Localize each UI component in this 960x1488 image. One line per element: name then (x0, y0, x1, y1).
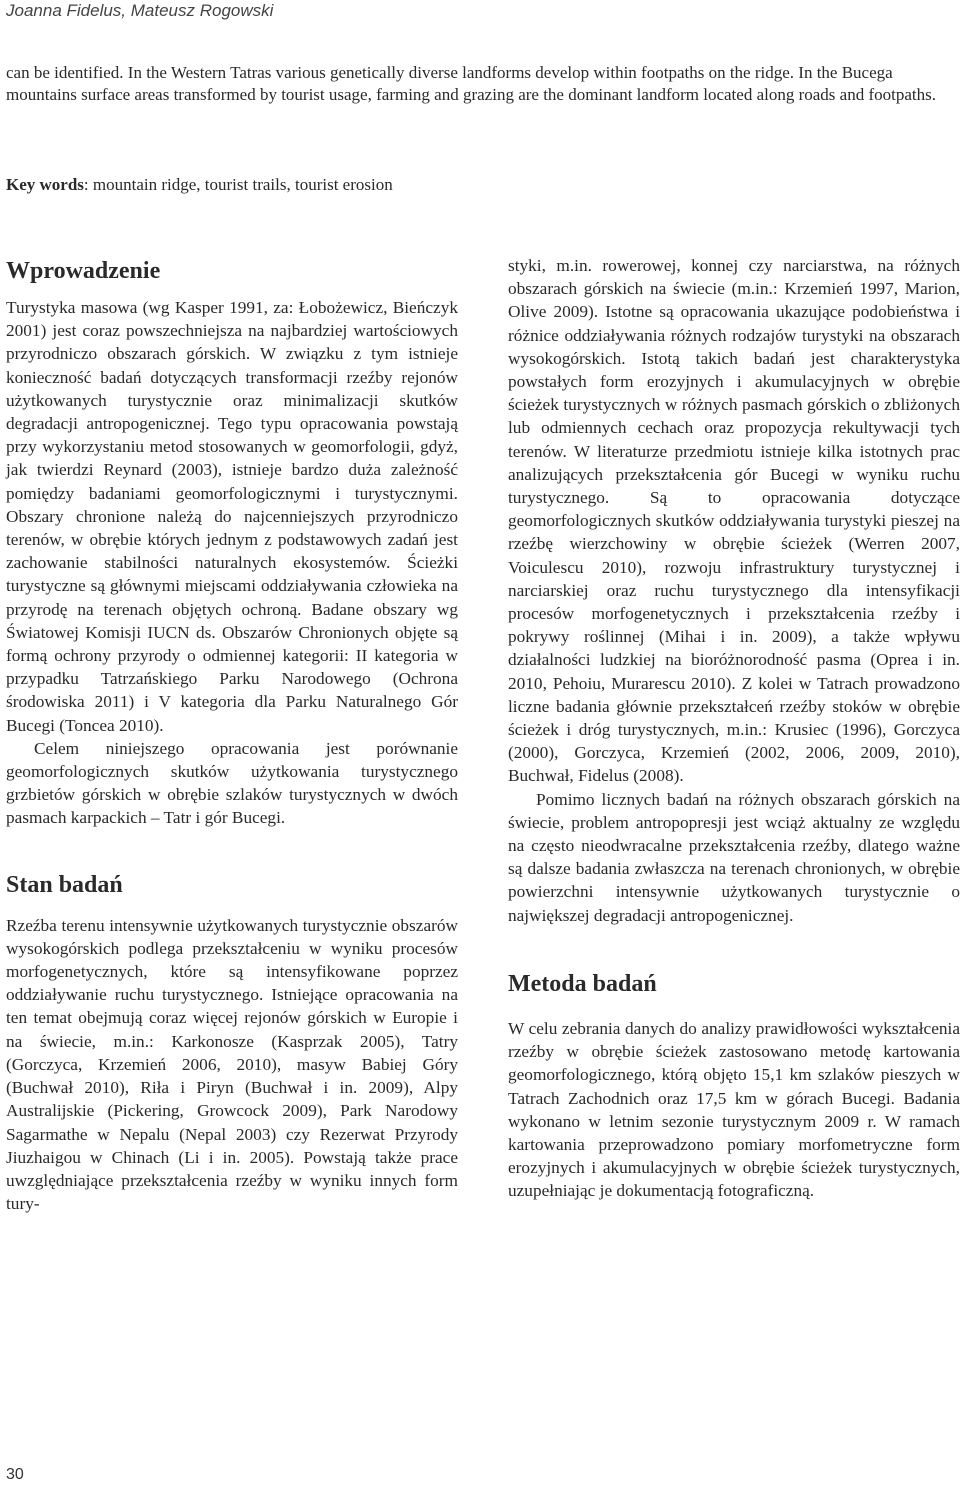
keywords-label: Key words (6, 175, 84, 194)
intro-paragraph-2: Celem niniejszego opracowania jest porównanie geomorfologicznych skutków użytkowania turystycznego grzbietów górskich w obrębie szlaków turystycznych w dwóch pasmach karpackich – Tatr i gór Bucegi. (6, 738, 458, 828)
heading-stan-badan: Stan badań (6, 871, 123, 898)
left-column (6, 254, 458, 1215)
state-paragraph-1-part-a: Rzeźba terenu intensywnie użytkowanych turystycznie obszarów wysokogórskich podlega przekształceniu w wyniku procesów morfogenetycznych, które są intensyfikowane poprzez oddziaływanie ruchu turystycznego. Istniejące opracowania na ten temat obejmują coraz więcej rejonów górskich w Europie i na świecie, m.in.: Karkonosze (Kasprzak 2005), Tatry (Gorczyca, Krzemień 2006, 2010), masyw Babiej Góry (Buchwał 2010), Riła i Piryn (Buchwał i in. 2009), Alpy Australijskie (Pickering, Growcock 2009), Park Narodowy Sagarmathe w Nepalu (Nepal 2003) czy Rezerwat Przyrody Jiuzhaigou w Chinach (Li i in. 2005). Powstają także prace uwzględniające przekształcenia rzeźby w wyniku innych form tury- (6, 915, 458, 1214)
intro-paragraph-1: Turystyka masowa (wg Kasper 1991, za: Łobożewicz, Bieńczyk 2001) jest coraz powszechniejsza na najbardziej wartościowych przyrodniczo obszarach górskich. W związku z tym istnieje konieczność badań dotyczących transformacji rzeźby rejonów użytkowanych turystycznie oraz minimalizacji skutków degradacji antropogenicznej. Tego typu opracowania powstają przy wykorzystaniu metod stosowanych w geomorfologii, gdyż, jak twierdzi Reynard (2003), istnieje bardzo duża zależność pomiędzy badaniami geomorfologicznymi i turystycznymi. Obszary chronione należą do najcenniejszych przyrodniczo terenów, w obrębie których jednym z podstawowych zadań jest zachowanie stabilności naturalnych ekosystemów. Ścieżki turystyczne są głównymi miejscami oddziaływania człowieka na przyrodę na terenach objętych ochroną. Badane obszary wg Światowej Komisji IUCN ds. Obszarów Chronionych objęte są formą ochrony przyrody o odmiennej kategorii: II kategoria w przypadku Tatrzańskiego Parku Narodowego (Ochrona środowiska 2011) i V kategoria dla Parku Naturalnego Gór Bucegi (Toncea 2010). (6, 298, 458, 735)
running-head-authors: Joanna Fidelus, Mateusz Rogowski (6, 1, 274, 20)
right-column (508, 254, 960, 1203)
page-number: 30 (6, 1466, 24, 1483)
heading-wprowadzenie: Wprowadzenie (6, 258, 161, 284)
keywords-text: : mountain ridge, tourist trails, tourist erosion (83, 175, 393, 194)
state-paragraph-1-part-b: styki, m.in. rowerowej, konnej czy narciarstwa, na różnych obszarach górskich na świecie (m.in.: Krzemień 1997, Marion, Olive 2009). Istotne są opracowania ukazujące podobieństwa i różnice oddziaływania różnych rodzajów turystyki na obszarach wysokogórskich. Istotą takich badań jest charakterystyka powstałych form erozyjnych i akumulacyjnych w obrębie ścieżek turystycznych w różnych pasmach górskich o zbliżonych lub odmiennych cechach oraz propozycja rekultywacji tych terenów. W literaturze przedmiotu istnieje kilka istotnych prac analizujących przekształcenia gór Bucegi w wyniku ruchu turystycznego. Są to opracowania dotyczące geomorfologicznych skutków oddziaływania turystyki pieszej na rzeźbę wierzchowiny w obrębie ścieżek (Werren 2007, Voiculescu 2010), rozwoju infrastruktury turystycznej i narciarskiej oraz ruchu turystycznego dla intensyfikacji procesów morfogenetycznych i przekształcenia rzeźby i pokrywy roślinnej (Mihai i in. 2009), a także wpływu działalności ludzkiej na bioróżnorodność pasma (Oprea i in. 2010, Pehoiu, Murarescu 2010). Z kolei w Tatrach prowadzono liczne badania głównie przekształceń rzeźby stoków w obrębie ścieżek i dróg turystycznych, m.in.: Krusiec (1996), Gorczyca (2000), Gorczyca, Krzemień (2002, 2006, 2009, 2010), Buchwał, Fidelus (2008). (508, 256, 960, 786)
keywords (6, 174, 393, 196)
state-paragraph-2: Pomimo licznych badań na różnych obszarach górskich na świecie, problem antropopresji jest wciąż aktualny ze względu na często nieodwracalne przekształcenia rzeźby, dlatego ważne są dalsze badania zwłaszcza na terenach chronionych, w obrębie powierzchni intensywnie użytkowanych turystycznie o największej degradacji antropogenicznej. (508, 789, 960, 925)
abstract-tail: can be identified. In the Western Tatras various genetically diverse landforms develop within footpaths on the ridge. In the Bucega mountains surface areas transformed by tourist usage, farming and grazing are the dominant landform located along roads and footpaths. (6, 63, 936, 104)
method-paragraph-1: W celu zebrania danych do analizy prawidłowości wykształcenia rzeźby w obrębie ścieżek zastosowano metodę kartowania geomorfologicznego, którą objęto 15,1 km szlaków pieszych w Tatrach Zachodnich oraz 17,5 km w górach Bucegi. Badania wykonano w letnim sezonie turystycznym 2009 r. W ramach kartowania przeprowadzono pomiary morfometryczne form erozyjnych i akumulacyjnych w obrębie ścieżek turystycznych, uzupełniając je dokumentacją fotograficzną. (508, 1018, 960, 1201)
heading-metoda-badan: Metoda badań (508, 970, 657, 997)
